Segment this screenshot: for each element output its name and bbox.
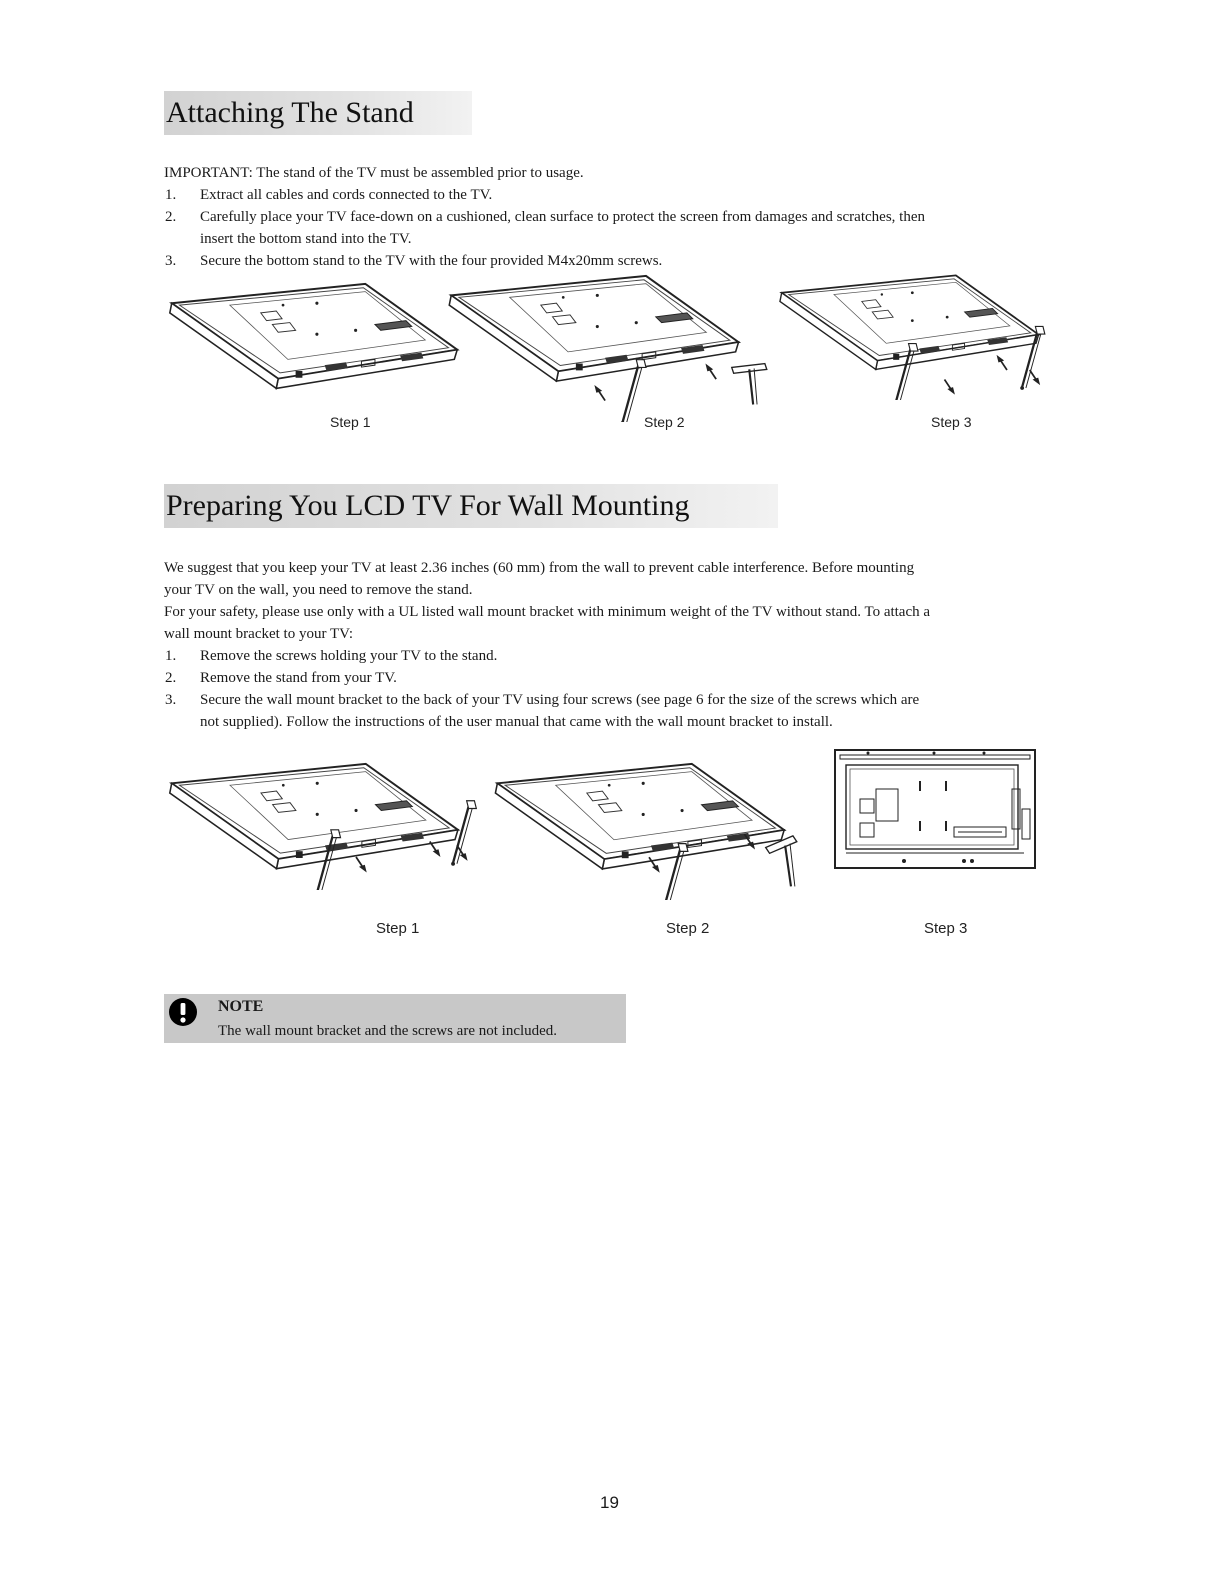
section-title: Attaching The Stand: [166, 96, 414, 129]
wall-step1-illustration: [164, 760, 486, 890]
list-item: [165, 250, 1045, 272]
wall-step2-illustration: [490, 760, 810, 900]
important-note: IMPORTANT: The stand of the TV must be assembled prior to usage.: [164, 165, 584, 181]
note-text: The wall mount bracket and the screws are not included.: [218, 1023, 558, 1039]
list-item-number: 3.: [165, 692, 177, 708]
list-item-text: Secure the bottom stand to the TV with the four provided M4x20mm screws.: [200, 253, 663, 269]
list-item: [165, 689, 1045, 733]
loose-stand-leg-icon: [732, 364, 767, 405]
step-label: Step 1: [376, 920, 420, 937]
page-number: 19: [600, 1493, 619, 1512]
exclamation-icon: [168, 997, 198, 1027]
list-item-text: insert the bottom stand into the TV.: [200, 231, 412, 247]
list-item-number: 1.: [165, 187, 177, 203]
list-item-text: Carefully place your TV face-down on a cushioned, clean surface to protect the screen from damages and scratches, then: [200, 209, 925, 225]
stand-step1-illustration: [164, 280, 464, 400]
paragraph-line: your TV on the wall, you need to remove the stand.: [164, 582, 473, 598]
step-label: Step 2: [644, 414, 685, 430]
stand-step3-illustration: [776, 270, 1060, 400]
wall-step3-rear-view: [834, 749, 1036, 869]
list-item-number: 2.: [165, 670, 177, 686]
step-label: Step 3: [924, 920, 968, 937]
list-item-text: Extract all cables and cords connected to the TV.: [200, 187, 493, 203]
step-label: Step 1: [330, 414, 371, 430]
note-title: NOTE: [218, 998, 264, 1015]
list-item: [165, 184, 1045, 206]
step-label: Step 3: [931, 414, 972, 430]
list-item-text: Remove the screws holding your TV to the stand.: [200, 648, 498, 664]
loose-stand-leg-icon: [766, 836, 797, 887]
list-item-text: Remove the stand from your TV.: [200, 670, 397, 686]
stand-step2-illustration: [444, 272, 774, 422]
list-item: [165, 667, 1045, 689]
section-title: Preparing You LCD TV For Wall Mounting: [166, 489, 690, 522]
step-label: Step 2: [666, 920, 710, 937]
paragraph-line: We suggest that you keep your TV at least 2.36 inches (60 mm) from the wall to prevent cable interference. Before mounting: [164, 560, 915, 576]
list-item-number: 3.: [165, 253, 177, 269]
list-item-number: 1.: [165, 648, 177, 664]
section-heading-attaching-stand: [164, 91, 472, 135]
section-heading-wall-mounting: [164, 484, 778, 528]
list-item: [165, 206, 1045, 250]
list-item-number: 2.: [165, 209, 177, 225]
paragraph-line: For your safety, please use only with a UL listed wall mount bracket with minimum weight of the TV without stand. To attach a: [164, 604, 931, 620]
list-item: [165, 645, 1045, 667]
paragraph-line: wall mount bracket to your TV:: [164, 626, 353, 642]
list-item-text: Secure the wall mount bracket to the back of your TV using four screws (see page 6 for the size of the screws which are: [200, 692, 920, 708]
list-item-text: not supplied). Follow the instructions of the user manual that came with the wall mount bracket to install.: [200, 714, 833, 730]
note-box: [164, 994, 626, 1043]
